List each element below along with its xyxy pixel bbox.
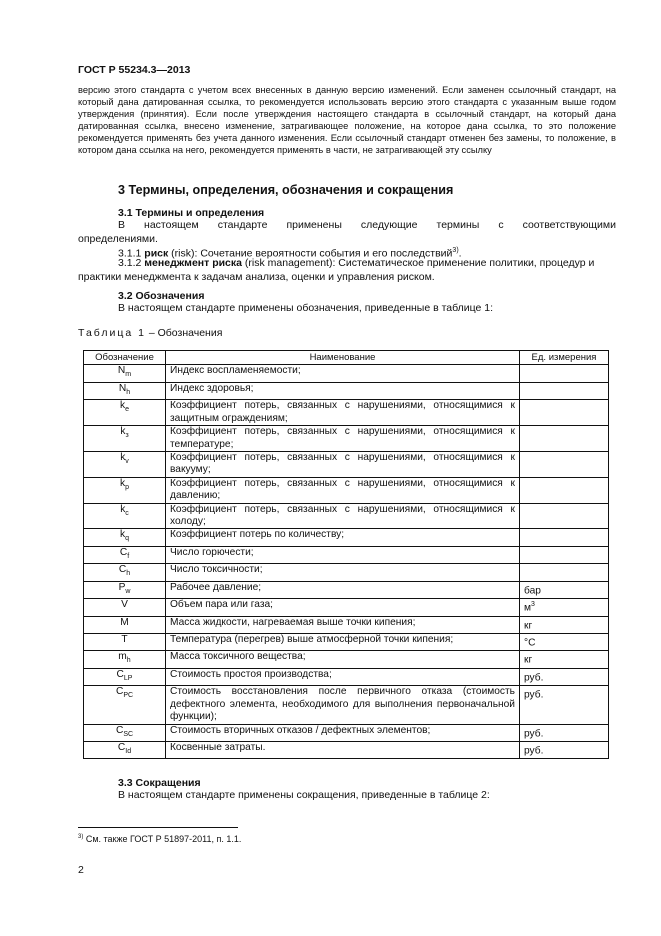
- table-row: [84, 529, 609, 546]
- name-cell: Стоимость восстановления после первичного отказа (стоимость дефектного элемента, необходимого для выполнения первоначальной функции);: [166, 686, 520, 724]
- table-row: [84, 668, 609, 685]
- designation-cell: V: [84, 599, 166, 616]
- designation-cell: $k_q$: [84, 529, 166, 546]
- unit-cell: бар: [520, 581, 609, 598]
- unit-cell: [520, 529, 609, 546]
- table-row: [84, 724, 609, 741]
- unit-cell: [520, 503, 609, 529]
- table-row: [84, 686, 609, 724]
- name-cell: Число горючести;: [166, 546, 520, 563]
- section-3-1-intro: [78, 219, 616, 246]
- unit-cell: руб.: [520, 668, 609, 685]
- name-cell: Коэффициент потерь по количеству;: [166, 529, 520, 546]
- unit-cell: руб.: [520, 741, 609, 758]
- section-3-1-title: 3.1 Термины и определения: [118, 207, 265, 219]
- table-row: [84, 651, 609, 668]
- name-cell: Косвенные затраты.: [166, 741, 520, 758]
- designation-cell: M: [84, 616, 166, 633]
- section-3-3-title: 3.3 Сокращения: [118, 777, 201, 789]
- designation-cell: $C_h$: [84, 564, 166, 581]
- unit-cell: [520, 365, 609, 382]
- footnote-divider: [78, 827, 238, 828]
- unit-cell: °С: [520, 633, 609, 650]
- table-row: [84, 365, 609, 382]
- name-cell: Коэффициент потерь, связанных с нарушениями, относящимися к холоду;: [166, 503, 520, 529]
- designation-cell: $C_{PC}$: [84, 686, 166, 724]
- term-risk: риск: [144, 247, 169, 260]
- section-3-2-title: 3.2 Обозначения: [118, 290, 205, 302]
- table-row: [84, 599, 609, 616]
- designation-cell: $k_e$: [84, 400, 166, 426]
- col-header-designation: Обозначение: [84, 351, 166, 365]
- table-row: [84, 616, 609, 633]
- table-row: [84, 581, 609, 598]
- name-cell: Коэффициент потерь, связанных с нарушениями, относящимися к вакууму;: [166, 451, 520, 477]
- table-row: [84, 382, 609, 399]
- name-cell: Температура (перегрев) выше атмосферной точки кипения;: [166, 633, 520, 650]
- unit-cell: [520, 400, 609, 426]
- table-1-designations: [83, 350, 609, 759]
- table-row: [84, 633, 609, 650]
- unit-cell: [520, 451, 609, 477]
- name-cell: Индекс здоровья;: [166, 382, 520, 399]
- table-row: [84, 451, 609, 477]
- section-3-1-intro-line1: В настоящем стандарте применены следующие термины с соответствующими: [118, 219, 616, 231]
- name-cell: Индекс воспламеняемости;: [166, 365, 520, 382]
- table-1-caption: Таблица 1 – Обозначения: [78, 327, 223, 339]
- unit-cell: руб.: [520, 686, 609, 724]
- unit-cell: [520, 477, 609, 503]
- section-3-1-intro-line2: определениями.: [78, 232, 158, 245]
- name-cell: Стоимость вторичных отказов / дефектных элементов;: [166, 724, 520, 741]
- name-cell: Коэффициент потерь, связанных с нарушениями, относящимися к давлению;: [166, 477, 520, 503]
- designation-cell: $C_{SC}$: [84, 724, 166, 741]
- designation-cell: $N_h$: [84, 382, 166, 399]
- designation-cell: $C_{LP}$: [84, 668, 166, 685]
- unit-cell: руб.: [520, 724, 609, 741]
- designation-cell: $C_{Id}$: [84, 741, 166, 758]
- name-cell: Объем пара или газа;: [166, 599, 520, 616]
- name-cell: Коэффициент потерь, связанных с нарушениями, относящимися к защитным ограждениям;: [166, 400, 520, 426]
- table-header-row: [84, 351, 609, 365]
- unit-cell: [520, 426, 609, 452]
- unit-cell: [520, 546, 609, 563]
- unit-cell: [520, 382, 609, 399]
- designation-cell: $k_з$: [84, 426, 166, 452]
- designation-cell: $k_v$: [84, 451, 166, 477]
- section-3-3-text: В настоящем стандарте применены сокращения, приведенные в таблице 2:: [118, 789, 490, 801]
- table-row: [84, 477, 609, 503]
- table-row: [84, 400, 609, 426]
- section-3-title: 3 Термины, определения, обозначения и сокращения: [118, 183, 454, 197]
- designation-cell: T: [84, 633, 166, 650]
- col-header-unit: Ед. измерения: [520, 351, 609, 365]
- name-cell: Коэффициент потерь, связанных с нарушениями, относящимися к температуре;: [166, 426, 520, 452]
- term-risk-management: менеджмент риска: [144, 257, 242, 269]
- designation-cell: $m_h$: [84, 651, 166, 668]
- name-cell: Число токсичности;: [166, 564, 520, 581]
- unit-cell: $м^3$: [520, 599, 609, 616]
- designation-cell: $P_w$: [84, 581, 166, 598]
- term-3-1-2: 3.1.2 менеджмент риска (risk management): Систематическое применение политики, процедур и практики менеджмента к задачам анализа, оценки и управления риском.: [78, 257, 595, 283]
- table-row: [84, 426, 609, 452]
- document-header: ГОСТ Р 55234.3—2013: [78, 64, 191, 76]
- section-3-2-text: В настоящем стандарте применены обозначения, приведенные в таблице 1:: [118, 302, 494, 314]
- unit-cell: кг: [520, 616, 609, 633]
- intro-paragraph: версию этого стандарта с учетом всех внесенных в данную версию изменений. Если заменен ссылочный стандарт, на который дана датированная ссылка, то рекомендуется использовать версию этого стандарта с указанным выше годом утверждения (принятия). Если после утверждения настоящего стандарта в ссылочный стандарт, на который дана датированная ссылка, внесено изменение, затрагивающее положение, на которое дана ссылка, то это положение рекомендуется применять без учета данного изменения. Если ссылочный стандарт отменен без замены, то положение, в котором дана ссылка на него, рекомендуется применять в части, не затрагивающей эту ссылку: [78, 85, 616, 155]
- designation-cell: $C_f$: [84, 546, 166, 563]
- table-row: [84, 503, 609, 529]
- name-cell: Масса токсичного вещества;: [166, 651, 520, 668]
- term-3-1-1: 3.1.1 риск (risk): Сочетание вероятности события и его последствий$^{3)}$.: [118, 247, 462, 260]
- designation-cell: $k_c$: [84, 503, 166, 529]
- name-cell: Рабочее давление;: [166, 581, 520, 598]
- unit-cell: кг: [520, 651, 609, 668]
- table-row: [84, 546, 609, 563]
- designation-cell: $N_m$: [84, 365, 166, 382]
- table-row: [84, 564, 609, 581]
- page-number: 2: [78, 864, 84, 876]
- designation-cell: $k_p$: [84, 477, 166, 503]
- name-cell: Стоимость простоя производства;: [166, 668, 520, 685]
- footnote-ref: 3): [452, 247, 459, 254]
- name-cell: Масса жидкости, нагреваемая выше точки кипения;: [166, 616, 520, 633]
- unit-cell: [520, 564, 609, 581]
- footnote: $^{3)}$ См. также ГОСТ Р 51897-2011, п. 1.1.: [78, 834, 242, 844]
- col-header-name: Наименование: [166, 351, 520, 365]
- table-row: [84, 741, 609, 758]
